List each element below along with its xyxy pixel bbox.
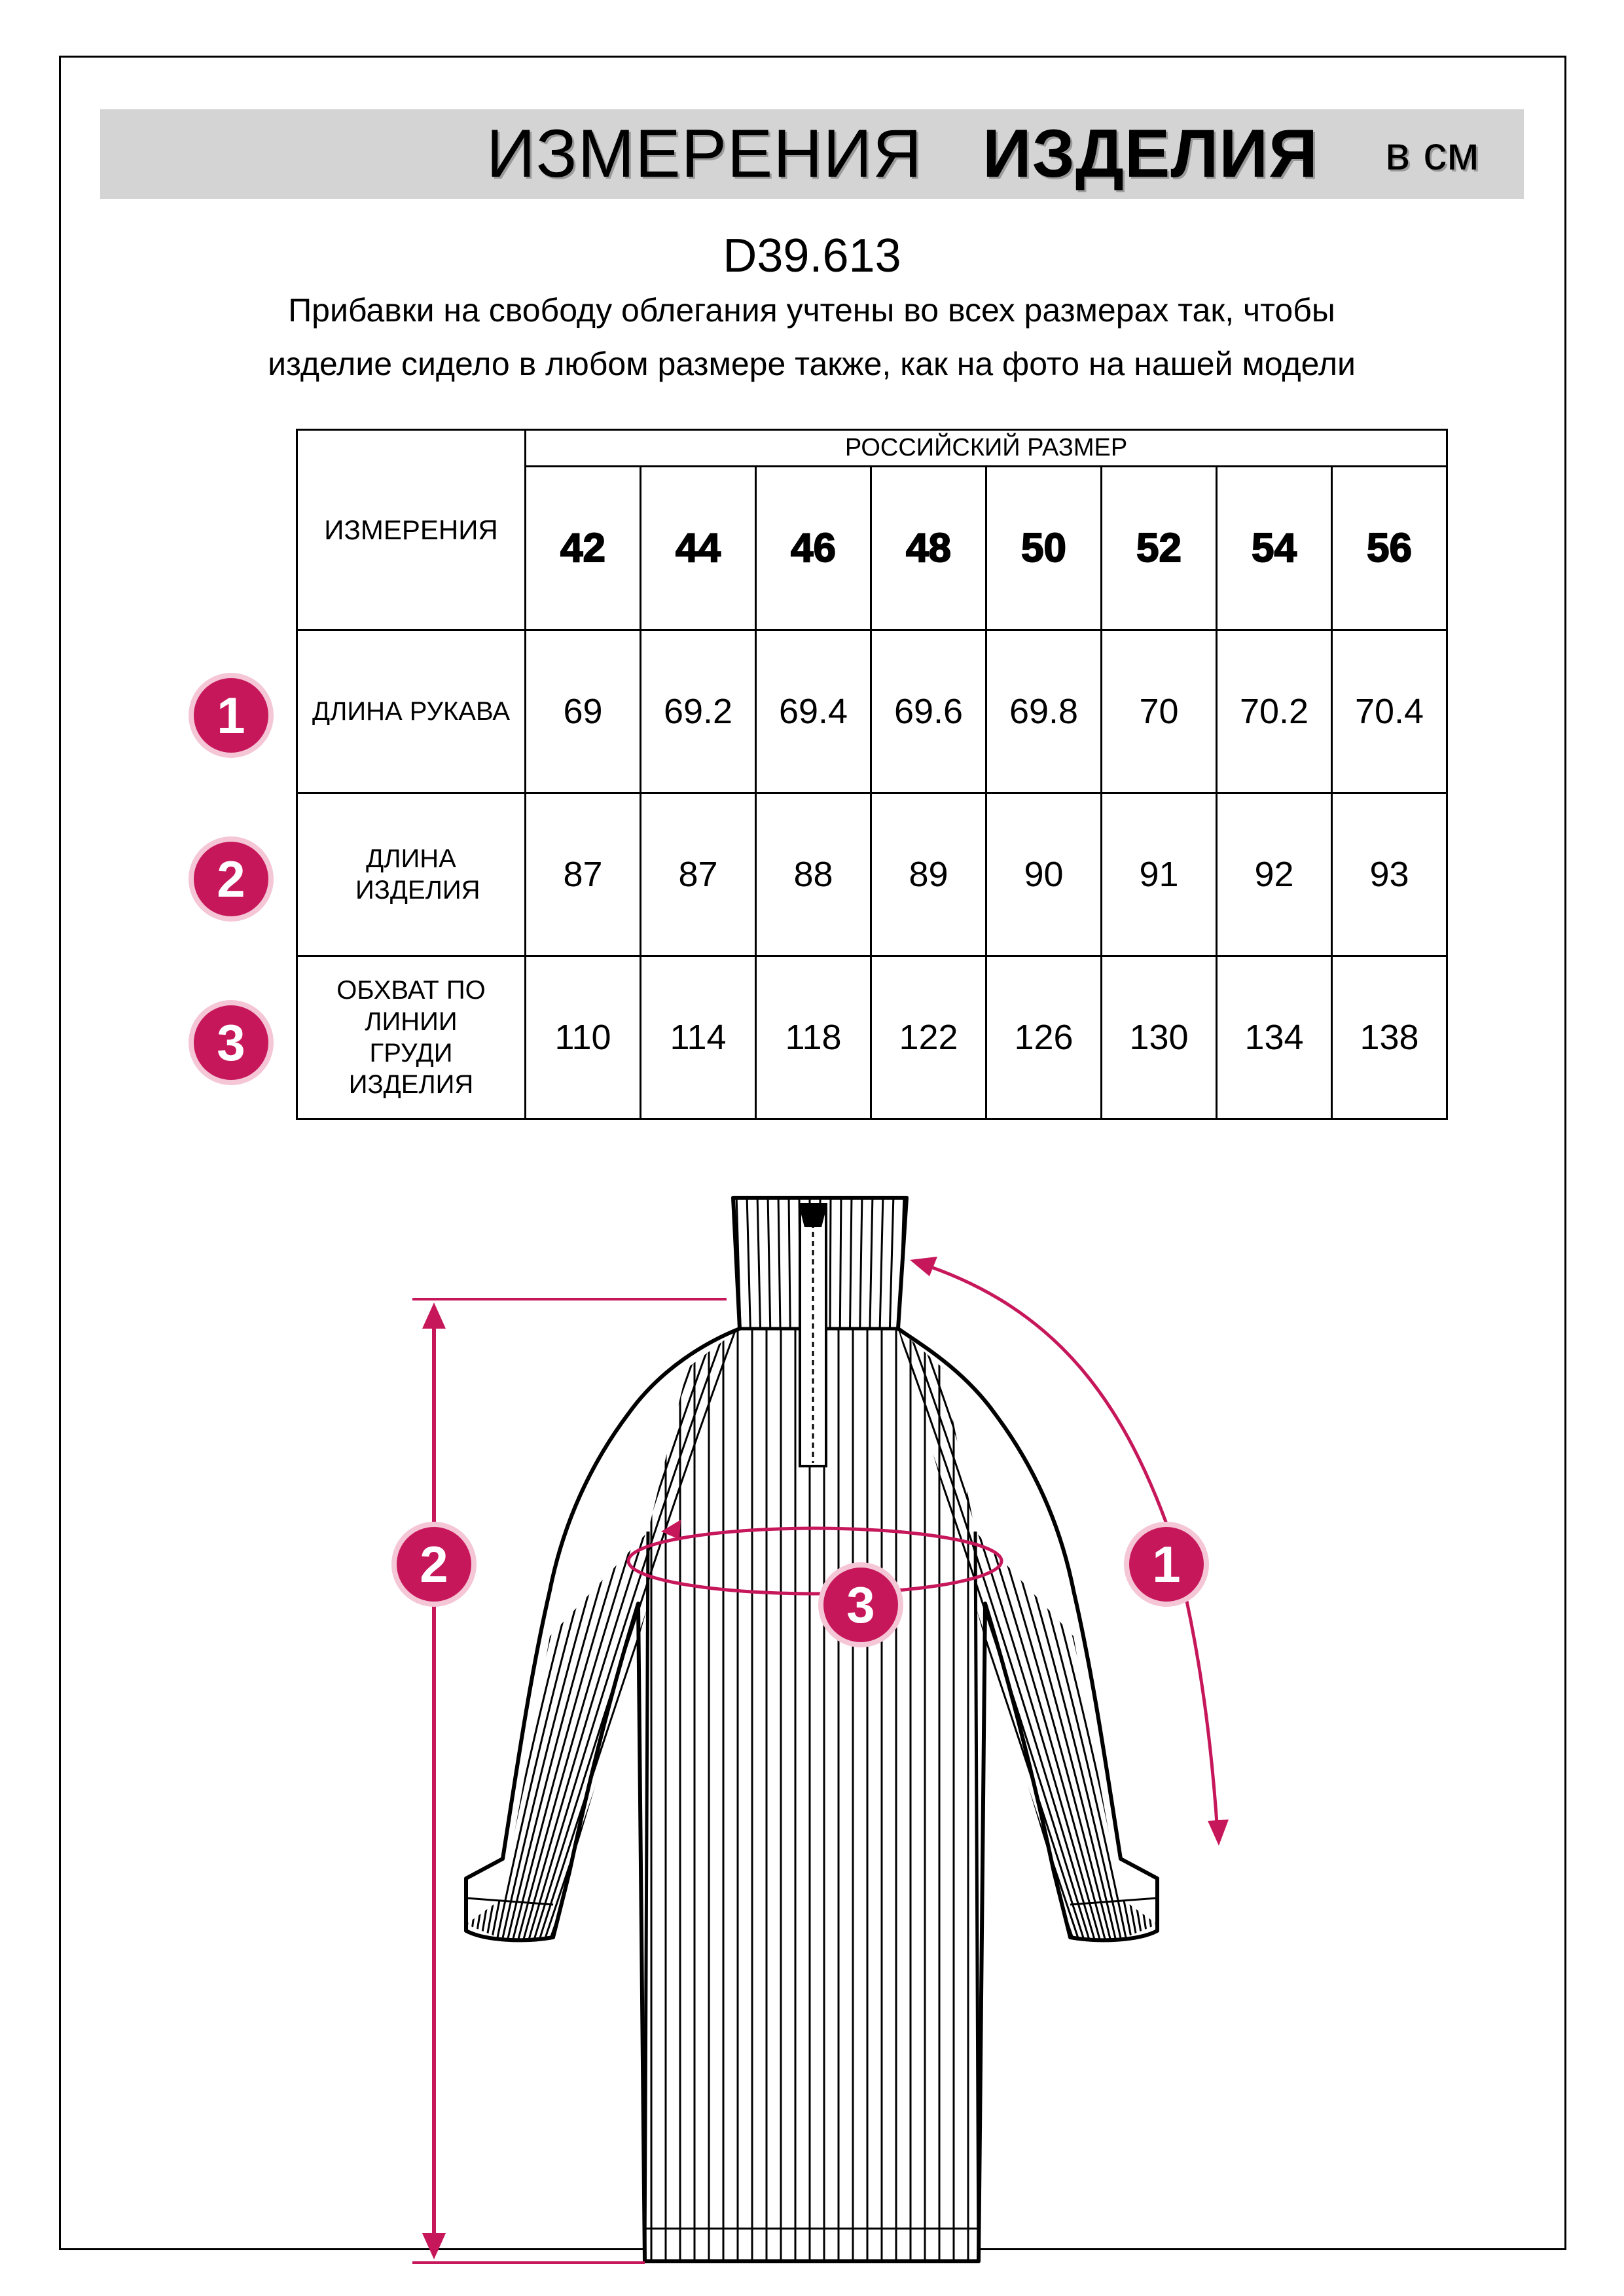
chest-marker-badge: 3: [823, 1568, 898, 1642]
size-header: 44: [641, 467, 756, 630]
table-cell: 69.6: [871, 630, 986, 793]
sleeve-marker-badge: 1: [1129, 1527, 1204, 1602]
table-cell: 91: [1102, 793, 1217, 956]
row-label-text: ОБХВАТ ПО ЛИНИИ ГРУДИ ИЗДЕЛИЯ: [336, 976, 486, 1099]
table-cell: 130: [1102, 956, 1217, 1119]
product-code: D39.613: [723, 230, 901, 282]
size-header: 42: [526, 467, 641, 630]
table-cell: 118: [756, 956, 871, 1119]
size-header: 52: [1102, 467, 1217, 630]
length-marker-badge: 2: [397, 1527, 471, 1602]
size-header: 54: [1217, 467, 1332, 630]
size-header: 50: [986, 467, 1102, 630]
table-cell: 138: [1332, 956, 1447, 1119]
table-cell: 69.2: [641, 630, 756, 793]
table-cell: 90: [986, 793, 1102, 956]
table-cell: 134: [1217, 956, 1332, 1119]
size-header: 56: [1332, 467, 1447, 630]
row-number-badge: 1: [194, 678, 268, 753]
title-measurements: ИЗМЕРЕНИЯ: [486, 116, 923, 192]
table-cell: 122: [871, 956, 986, 1119]
table-cell: 92: [1217, 793, 1332, 956]
size-group-header: РОССИЙСКИЙ РАЗМЕР: [526, 430, 1447, 467]
row-label-text: ДЛИНА ИЗДЕЛИЯ: [355, 844, 480, 905]
size-header: 46: [756, 467, 871, 630]
table-cell: 87: [641, 793, 756, 956]
row-label-sleeve-length: ДЛИНА РУКАВА: [297, 630, 526, 793]
table-cell: 126: [986, 956, 1102, 1119]
table-cell: 70.4: [1332, 630, 1447, 793]
row-number-badge: 3: [194, 1005, 268, 1080]
table-cell: 69: [526, 630, 641, 793]
table-cell: 87: [526, 793, 641, 956]
garment-outline: [454, 1194, 1169, 2265]
title-garment: ИЗДЕЛИЯ: [983, 116, 1318, 192]
title-unit: в см: [1385, 128, 1479, 180]
table-cell: 88: [756, 793, 871, 956]
measurements-header: ИЗМЕРЕНИЯ: [297, 430, 526, 630]
table-cell: 93: [1332, 793, 1447, 956]
table-cell: 70.2: [1217, 630, 1332, 793]
table-cell: 114: [641, 956, 756, 1119]
table-cell: 70: [1102, 630, 1217, 793]
table-cell: 69.4: [756, 630, 871, 793]
size-header: 48: [871, 467, 986, 630]
table-cell: 110: [526, 956, 641, 1119]
row-number-badge: 2: [194, 842, 268, 916]
table-cell: 89: [871, 793, 986, 956]
table-cell: 69.8: [986, 630, 1102, 793]
fit-note: Прибавки на свободу облегания учтены во всех размерах так, чтобы изделие сидело в любом размере также, как на фото на нашей модели: [268, 292, 1356, 382]
